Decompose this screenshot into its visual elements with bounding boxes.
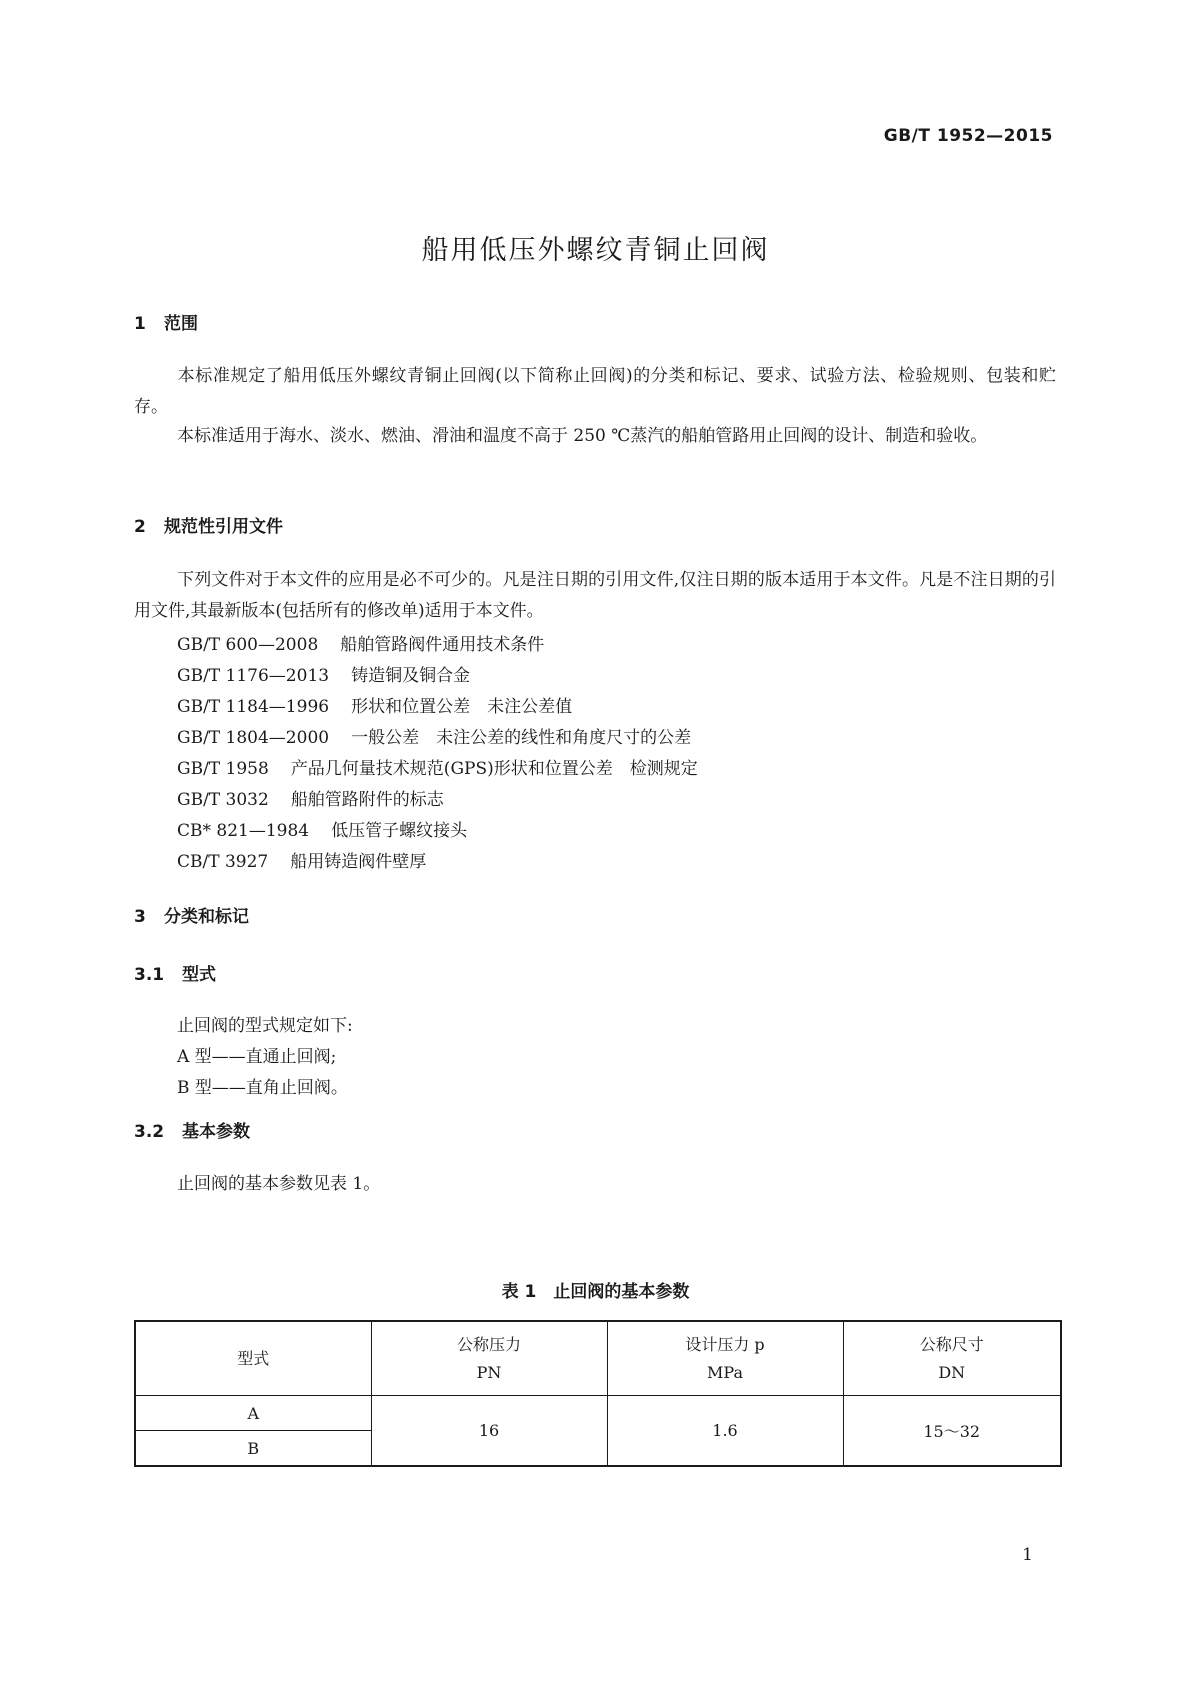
paragraph-text: 下列文件对于本文件的应用是必不可少的。凡是注日期的引用文件,仅注日期的版本适用于本文件。凡是不注日期的引用文件,其最新版本(包括所有的修改单)适用于本文件。 xyxy=(134,570,1056,621)
reference-code: GB/T 1958 xyxy=(177,759,269,779)
section-title: 分类和标记 xyxy=(164,907,249,927)
type-intro: 止回阀的型式规定如下: xyxy=(177,1016,353,1036)
header-cell-nominal-pressure: 公称压力 PN xyxy=(371,1321,607,1396)
reference-item xyxy=(177,754,698,779)
reference-title: 一般公差 未注公差的线性和角度尺寸的公差 xyxy=(351,728,692,748)
page-number: 1 xyxy=(1022,1545,1033,1565)
section-number: 2 xyxy=(134,517,146,537)
reference-item xyxy=(177,816,467,841)
reference-item xyxy=(177,785,444,810)
reference-title: 形状和位置公差 未注公差值 xyxy=(351,697,573,717)
reference-code: GB/T 1804—2000 xyxy=(177,728,330,748)
design-pressure-cell: 1.6 xyxy=(607,1396,843,1467)
reference-code: GB/T 1184—1996 xyxy=(177,697,330,717)
table-row xyxy=(135,1396,1061,1431)
type-b-line: B 型——直角止回阀。 xyxy=(177,1078,348,1098)
reference-code: GB/T 3032 xyxy=(177,790,269,810)
reference-title: 低压管子螺纹接头 xyxy=(331,821,468,841)
table-reference-text: 止回阀的基本参数见表 1。 xyxy=(177,1174,381,1194)
type-cell: B xyxy=(135,1431,371,1467)
header-cell-nominal-size: 公称尺寸 DN xyxy=(843,1321,1061,1396)
subsection-title: 基本参数 xyxy=(182,1122,250,1142)
parameters-table xyxy=(134,1320,1062,1467)
paragraph-text: 本标准适用于海水、淡水、燃油、滑油和温度不高于 250 ℃蒸汽的船舶管路用止回阀的设计、制造和验收。 xyxy=(177,426,988,446)
subsection-number: 3.2 xyxy=(134,1122,165,1142)
header-cell-design-pressure: 设计压力 p MPa xyxy=(607,1321,843,1396)
reference-code: CB* 821—1984 xyxy=(177,821,310,841)
table-caption: 表 1 止回阀的基本参数 xyxy=(501,1282,690,1302)
reference-item xyxy=(177,723,691,748)
reference-item xyxy=(177,847,426,872)
reference-item xyxy=(177,630,544,655)
reference-item xyxy=(177,661,470,686)
section-title: 规范性引用文件 xyxy=(164,517,283,537)
paragraph xyxy=(134,361,1056,423)
subsection-number: 3.1 xyxy=(134,965,165,985)
reference-title: 铸造铜及铜合金 xyxy=(351,666,471,686)
section-3-heading xyxy=(134,902,249,927)
section-title: 范围 xyxy=(164,314,198,334)
standard-code: GB/T 1952—2015 xyxy=(883,126,1053,146)
section-2-heading xyxy=(134,512,283,537)
section-number: 1 xyxy=(134,314,146,334)
paragraph xyxy=(134,421,1056,452)
subsection-3-1-heading xyxy=(134,960,216,985)
table-header-row xyxy=(135,1321,1061,1396)
nominal-pressure-cell: 16 xyxy=(371,1396,607,1467)
header-cell-type: 型式 xyxy=(135,1321,371,1396)
paragraph-text: 本标准规定了船用低压外螺纹青铜止回阀(以下简称止回阀)的分类和标记、要求、试验方法、检验规则、包装和贮存。 xyxy=(134,366,1056,417)
reference-item xyxy=(177,692,572,717)
document-title: 船用低压外螺纹青铜止回阀 xyxy=(421,235,770,266)
subsection-title: 型式 xyxy=(182,965,216,985)
reference-title: 产品几何量技术规范(GPS)形状和位置公差 检测规定 xyxy=(290,759,698,779)
section-number: 3 xyxy=(134,907,146,927)
reference-title: 船舶管路阀件通用技术条件 xyxy=(340,635,545,655)
reference-code: GB/T 600—2008 xyxy=(177,635,319,655)
type-a-line: A 型——直通止回阀; xyxy=(177,1047,337,1067)
type-cell: A xyxy=(135,1396,371,1431)
reference-code: GB/T 1176—2013 xyxy=(177,666,330,686)
subsection-3-2-heading xyxy=(134,1117,250,1142)
reference-code: CB/T 3927 xyxy=(177,852,269,872)
reference-title: 船舶管路附件的标志 xyxy=(290,790,444,810)
nominal-size-cell: 15～32 xyxy=(843,1396,1061,1467)
reference-title: 船用铸造阀件壁厚 xyxy=(290,852,427,872)
paragraph xyxy=(134,565,1056,627)
section-1-heading xyxy=(134,309,198,334)
